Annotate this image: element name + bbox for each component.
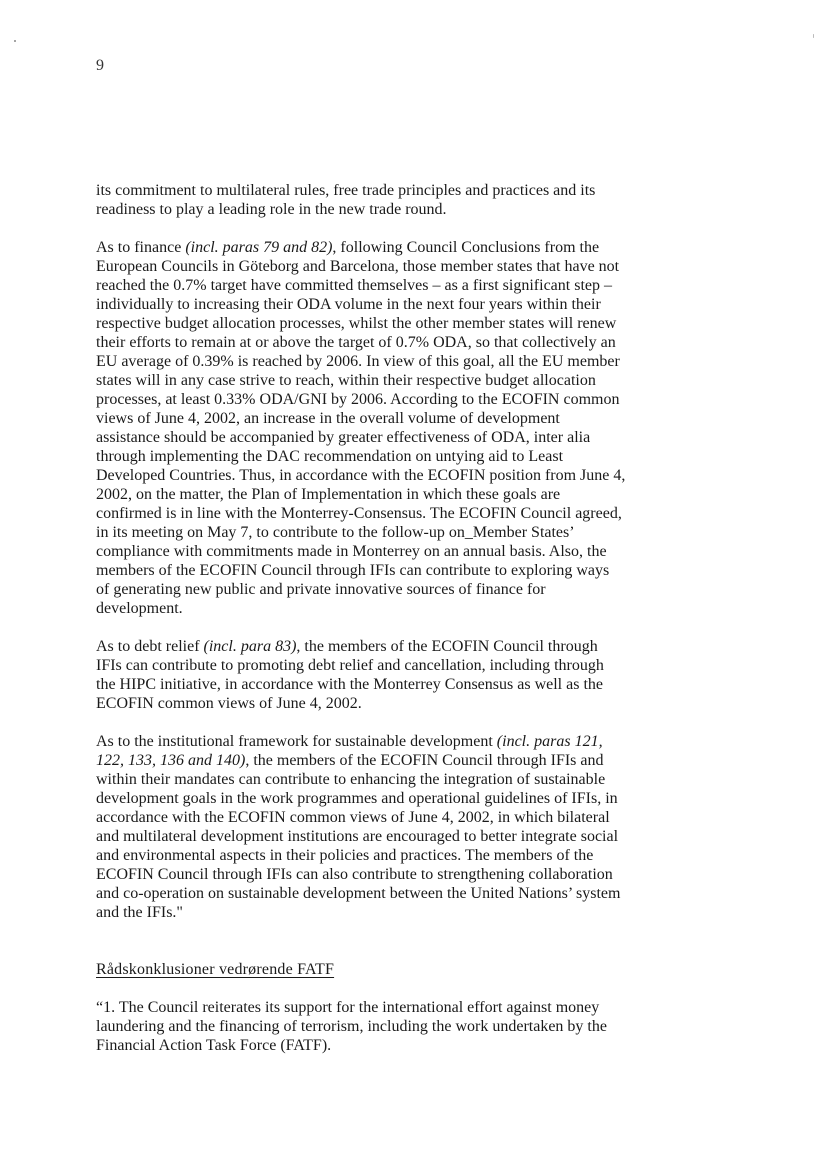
paragraph-fatf: “1. The Council reiterates its support for the international effort against money laundering and the financing of terrorism, including the work undertaken by the Financial Action Task Force (FATF). (96, 999, 607, 1054)
paragraph-intro: As to finance (96, 239, 186, 256)
scan-speck (813, 34, 814, 38)
document-body (96, 181, 626, 1074)
paragraph-finance (96, 238, 626, 618)
paragraph-institutional-framework (96, 732, 626, 922)
paragraph-intro: As to the institutional framework for sustainable development (96, 733, 497, 750)
paragraph-body: , the members of the ECOFIN Council through IFIs and within their mandates can contribute to enhancing the integration of sustainable development goals in the work programmes and operational guidelines of IFIs, in accordance with the ECOFIN common views of June 4, 2002, in which bilateral and multilateral development institutions are encouraged to better integrate social and environmental aspects in their policies and practices. The members of the ECOFIN Council through IFIs can also contribute to strengthening collaboration and co-operation on sustainable development between the United Nations’ system and the IFIs." (96, 752, 621, 921)
paragraph-reference: (incl. paras 79 and 82) (185, 239, 333, 256)
scan-speck (14, 40, 16, 42)
page-number: 9 (96, 57, 104, 74)
paragraph-body: , following Council Conclusions from the European Councils in Göteborg and Barcelona, those member states that have not reached the 0.7% target have committed themselves – as a first significant step – individually to increasing their ODA volume in the next four years within their respective budget allocation processes, whilst the other member states will renew their efforts to remain at or above the target of 0.7% ODA, so that collectively an EU average of 0.39% is reached by 2006. In view of this goal, all the EU member states will in any case strive to reach, within their respective budget allocation processes, at least 0.33% ODA/GNI by 2006. According to the ECOFIN common views of June 4, 2002, an increase in the overall volume of development assistance should be accompanied by greater effectiveness of ODA, inter alia through implementing the DAC recommendation on untying aid to Least Developed Countries. Thus, in accordance with the ECOFIN position from June 4, 2002, on the matter, the Plan of Implementation in which these goals are confirmed is in line with the Monterrey-Consensus. The ECOFIN Council agreed, in its meeting on May 7, to contribute to the follow-up on_Member States’ compliance with commitments made in Monterrey on an annual basis. Also, the members of the ECOFIN Council through IFIs can contribute to exploring ways of generating new public and private innovative sources of finance for development. (96, 239, 626, 617)
paragraph-reference: (incl. para 83) (203, 638, 297, 655)
paragraph-body: , the members of the ECOFIN Council through IFIs can contribute to promoting debt relief and cancellation, including through the HIPC initiative, in accordance with the Monterrey Consensus as well as the ECOFIN common views of June 4, 2002. (96, 638, 604, 712)
paragraph-reference: (incl. paras 121, 122, 133, 136 and 140) (96, 733, 603, 769)
paragraph-trade: its commitment to multilateral rules, free trade principles and practices and its readiness to play a leading role in the new trade round. (96, 182, 596, 218)
section-heading: Rådskonklusioner vedrørende FATF (96, 961, 335, 978)
paragraph-intro: As to debt relief (96, 638, 204, 655)
paragraph-debt-relief (96, 637, 626, 713)
